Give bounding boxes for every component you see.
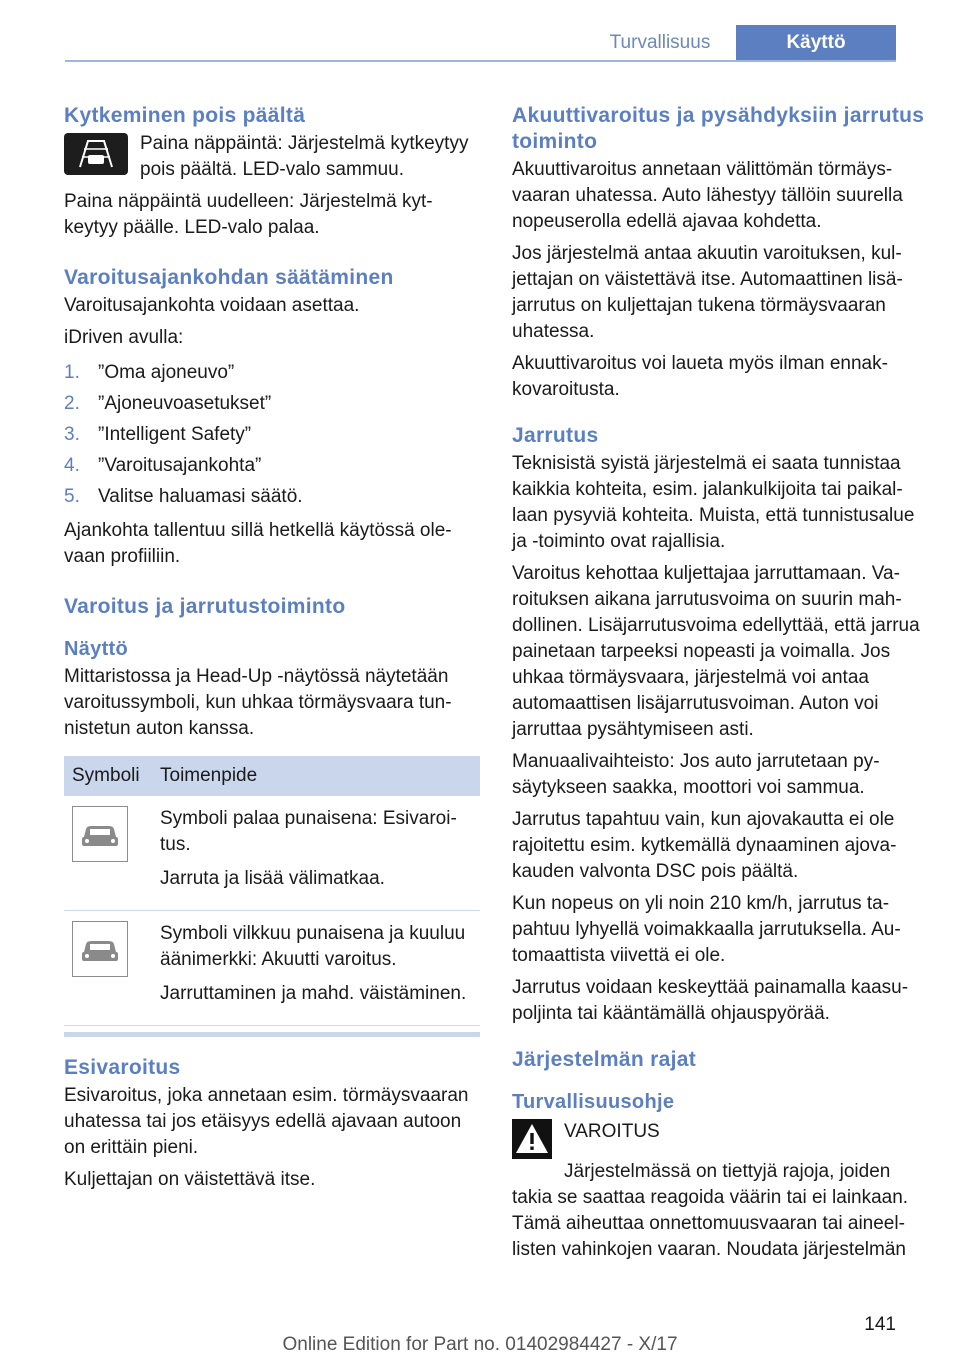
table-row [64,911,480,1026]
warning-triangle-icon [512,1119,552,1159]
step-text: ”Ajoneuvoasetukset” [98,393,272,414]
acute-para-1: Akuuttivaroitus annetaan välittömän törmäysvaaran uhatessa. Auto lähestyy tällöin suurella nopeuserolla edellä ajavaa kohdetta. [512,159,903,232]
acute-para-3: Akuuttivaroitus voi laueta myös ilman ennakkovaroitusta. [512,353,888,400]
car-warning-icon [72,921,128,977]
braking-para-5: Kun nopeus on yli noin 210 km/h, jarrutus tapahtuu lyhyellä voimakkaalla jarrutuksella. Automaattista viivettä ei ole. [512,893,901,966]
step-text: ”Intelligent Safety” [98,424,252,445]
symbol-cell [64,796,152,911]
heading-system-limits: Järjestelmän rajat [512,1048,697,1071]
heading-braking: Jarrutus [512,424,599,447]
warning-time-para-1: Varoitusajankohta voidaan asettaa. [64,295,360,316]
chapter-tab: Käyttö [736,25,896,61]
heading-pre-warning: Esivaroitus [64,1056,181,1079]
display-para: Mittaristossa ja Head-Up -näytössä näytetään varoitussymboli, kun uhkaa törmäysvaara tunnistetun auton kanssa. [64,666,452,739]
car-warning-icon [72,806,128,862]
page-number: 141 [864,1314,896,1335]
warning-time-para-2: iDriven avulla: [64,327,184,348]
action-line-2: Jarruta ja lisää välimatkaa. [160,868,385,889]
table-row [64,796,480,911]
braking-para-2: Varoitus kehottaa kuljettajaa jarruttamaan. Varoituksen aikana jarrutusvoima on suurin mahdollinen. Lisäjarrutusvoima edellyttää, että jarrua painetaan tarpeeksi nopeasti ja voimalla. Jos uhkaa törmäysvaara, järjestelmä voi antaa automaattisen lisäjarrutusvoiman. Auton voi jarruttaa pysähtymiseen asti. [512,563,920,740]
step-number: 1. [64,362,80,383]
step-number: 2. [64,393,80,414]
page-header [0,25,960,61]
idrive-steps [64,357,480,512]
profile-note: Ajankohta tallentuu sillä hetkellä käytössä olevaan profiiliin. [64,520,452,567]
warning-text: Järjestelmässä on tiettyjä rajoja, joiden takia se saattaa reagoida väärin tai ei lainkaan. Tämä aiheuttaa onnettomuusvaaran tai aineellisten vahinkojen vaaran. Noudata järjestelmän [512,1161,909,1260]
list-item [64,419,480,450]
step-text: ”Oma ajoneuvo” [98,362,235,383]
column-symbol: Symboli [64,756,152,796]
warning-block [512,1117,926,1159]
braking-para-4: Jarrutus tapahtuu vain, kun ajovakautta ei ole rajoitettu esim. kytkemällä dynaaminen ajovakauden valvonta DSC pois päältä. [512,809,897,882]
list-item [64,357,480,388]
acute-para-2: Jos järjestelmä antaa akuutin varoituksen, kuljettajan on väistettävä itse. Automaattinen lisäjarrutus on kuljettajan tukena törmäysvaaran uhatessa. [512,243,903,342]
action-line-1: Symboli vilkkuu punaisena ja kuuluu äänimerkki: Akuutti varoitus. [160,923,466,970]
action-cell [152,796,480,911]
section-tab: Turvallisuus [609,32,711,53]
list-item [64,450,480,481]
heading-switch-off: Kytkeminen pois päältä [64,104,306,127]
table-header-row [64,756,480,796]
switch-off-text: Paina näppäintä: Järjestelmä kytkeytyy pois päältä. LED-valo sammuu. [140,133,469,180]
step-text: ”Varoitusajankohta” [98,455,262,476]
heading-acute-warning: Akuuttivaroitus ja pysähdyksiin jarrutus toiminto [512,104,925,153]
step-number: 4. [64,455,80,476]
right-column [512,103,926,1269]
list-item [64,388,480,419]
step-text: Valitse haluamasi säätö. [98,486,303,507]
symbol-table [64,756,480,1026]
switch-on-text: Paina näppäintä uudelleen: Järjestelmä kytkeytyy päälle. LED-valo palaa. [64,191,433,238]
pre-warning-para-1: Esivaroitus, joka annetaan esim. törmäysvaaran uhatessa tai jos etäisyys edellä ajavaan autoon on erittäin pieni. [64,1085,469,1158]
symbol-cell [64,911,152,1026]
list-item [64,481,480,512]
column-action: Toimenpide [152,756,480,796]
collision-warning-button-icon [64,133,128,175]
heading-display: Näyttö [64,638,129,660]
pre-warning-para-2: Kuljettajan on väistettävä itse. [64,1169,316,1190]
braking-para-6: Jarrutus voidaan keskeyttää painamalla kaasupoljinta tai kääntämällä ohjauspyörää. [512,977,909,1024]
braking-para-3: Manuaalivaihteisto: Jos auto jarrutetaan pysäytykseen saakka, moottori voi sammua. [512,751,880,798]
heading-warning-time: Varoitusajankohdan säätäminen [64,266,394,289]
warning-title: VAROITUS [564,1121,660,1142]
page-footer [0,1314,960,1362]
braking-para-1: Teknisistä syistä järjestelmä ei saata tunnistaa kaikkia kohteita, esim. jalankulkijoita tai paikallaan pysyviä kohteita. Muista, että tunnistusalue ja -toiminto ovat rajallisia. [512,453,915,552]
switch-off-instruction [64,131,480,183]
action-line-2: Jarruttaminen ja mahd. väistäminen. [160,983,467,1004]
header-rule [65,60,896,62]
heading-safety-note: Turvallisuusohje [512,1091,675,1113]
heading-warning-braking: Varoitus ja jarrutustoiminto [64,595,346,618]
edition-text: Online Edition for Part no. 01402984427 - X/17 [282,1334,678,1355]
action-line-1: Symboli palaa punaisena: Esivaroitus. [160,808,457,855]
action-cell [152,911,480,1026]
step-number: 3. [64,424,80,445]
step-number: 5. [64,486,80,507]
left-column [64,103,480,1199]
